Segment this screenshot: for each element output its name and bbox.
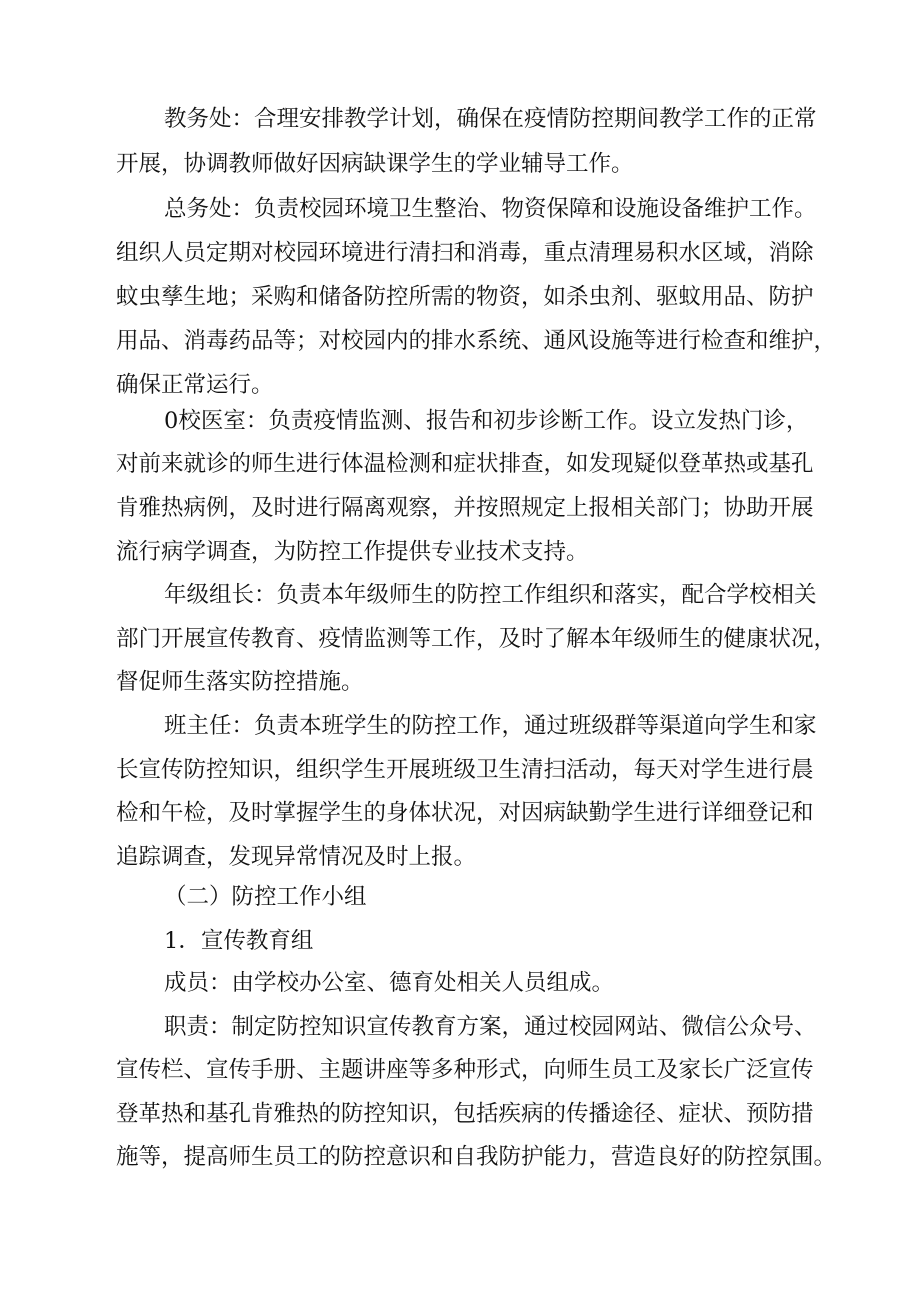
paragraph-line: 流行病学调查，为防控工作提供专业技术支持。: [116, 539, 589, 565]
paragraph-line: 肯雅热病例，及时进行隔离观察，并按照规定上报相关部门；协助开展: [116, 495, 814, 521]
paragraph-line: 对前来就诊的师生进行体温检测和症状排查，如发现疑似登革热或基孔: [116, 451, 814, 477]
paragraph-line: 宣传栏、宣传手册、主题讲座等多种形式，向师生员工及家长广泛宣传: [116, 1057, 814, 1083]
paragraph-line: 成员：由学校办公室、德育处相关人员组成。: [164, 970, 615, 996]
paragraph-line: 职责：制定防控知识宣传教育方案，通过校园网站、微信公众号、: [164, 1014, 817, 1040]
paragraph-line: 部门开展宣传教育、疫情监测等工作，及时了解本年级师生的健康状况，: [116, 626, 837, 652]
paragraph-line: 蚊虫孳生地；采购和储备防控所需的物资，如杀虫剂、驱蚊用品、防护: [116, 284, 814, 310]
paragraph-line: 总务处：负责校园环境卫生整治、物资保障和设施设备维护工作。: [164, 196, 817, 222]
paragraph-line: 年级组长：负责本年级师生的防控工作组织和落实，配合学校相关: [164, 582, 817, 608]
paragraph-line: 班主任：负责本班学生的防控工作，通过班级群等渠道向学生和家: [164, 713, 817, 739]
paragraph-line: 督促师生落实防控措施。: [116, 669, 364, 695]
paragraph-line: 组织人员定期对校园环境进行清扫和消毒，重点清理易积水区域，消除: [116, 240, 814, 266]
paragraph-line: 用品、消毒药品等；对校园内的排水系统、通风设施等进行检查和维护，: [116, 328, 837, 354]
paragraph-line: 追踪调查，发现异常情况及时上报。: [116, 844, 477, 870]
subsection-heading: 1．宣传教育组: [164, 928, 314, 954]
paragraph-line: 登革热和基孔肯雅热的防控知识，包括疾病的传播途径、症状、预防措: [116, 1101, 814, 1127]
paragraph-line: 确保正常运行。: [116, 372, 274, 398]
paragraph-line: 开展，协调教师做好因病缺课学生的学业辅导工作。: [116, 151, 634, 177]
paragraph-line: 施等，提高师生员工的防控意识和自我防护能力，营造良好的防控氛围。: [116, 1144, 837, 1170]
section-heading: （二）防控工作小组: [164, 884, 367, 910]
paragraph-line: 检和午检，及时掌握学生的身体状况，对因病缺勤学生进行详细登记和: [116, 800, 814, 826]
paragraph-line: 0校医室：负责疫情监测、报告和初步诊断工作。设立发热门诊，: [164, 408, 809, 434]
paragraph-line: 长宣传防控知识，组织学生开展班级卫生清扫活动，每天对学生进行晨: [116, 757, 814, 783]
paragraph-line: 教务处：合理安排教学计划，确保在疫情防控期间教学工作的正常: [164, 106, 817, 132]
